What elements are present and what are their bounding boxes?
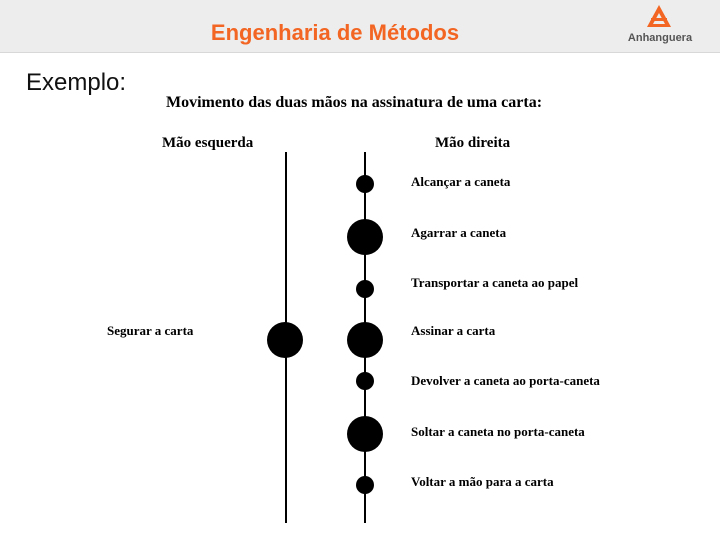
anhanguera-logo [624, 4, 696, 48]
header-divider [0, 52, 720, 53]
right-step-1-symbol [356, 175, 374, 193]
slide-title: Engenharia de Métodos [210, 20, 460, 45]
right-step-3-label: Transportar a caneta ao papel [411, 275, 579, 290]
intro-label: Exemplo: [26, 69, 127, 96]
right-step-6-label: Soltar a caneta no porta-caneta [411, 424, 585, 439]
right-step-6-symbol [347, 416, 383, 452]
left-step-1-symbol [267, 322, 303, 358]
right-step-4-label: Assinar a carta [411, 323, 496, 338]
right-step-7-label: Voltar a mão para a carta [411, 474, 554, 489]
two-hand-process-chart [100, 90, 660, 530]
right-step-5-symbol [356, 372, 374, 390]
right-step-4-symbol [347, 322, 383, 358]
left-hand-header: Mão esquerda [162, 135, 254, 151]
left-step-1-label: Segurar a carta [107, 323, 194, 338]
right-step-5-label: Devolver a caneta ao porta-caneta [411, 373, 600, 388]
right-hand-header: Mão direita [435, 135, 511, 151]
logo-text: Anhanguera [627, 32, 693, 44]
logo-triangle-icon [646, 4, 672, 28]
right-step-1-label: Alcançar a caneta [411, 174, 511, 189]
diagram-title: Movimento das duas mãos na assinatura de uma carta: [166, 94, 543, 111]
right-step-3-symbol [356, 280, 374, 298]
right-step-7-symbol [356, 476, 374, 494]
right-step-2-symbol [347, 219, 383, 255]
right-step-2-label: Agarrar a caneta [411, 225, 507, 240]
